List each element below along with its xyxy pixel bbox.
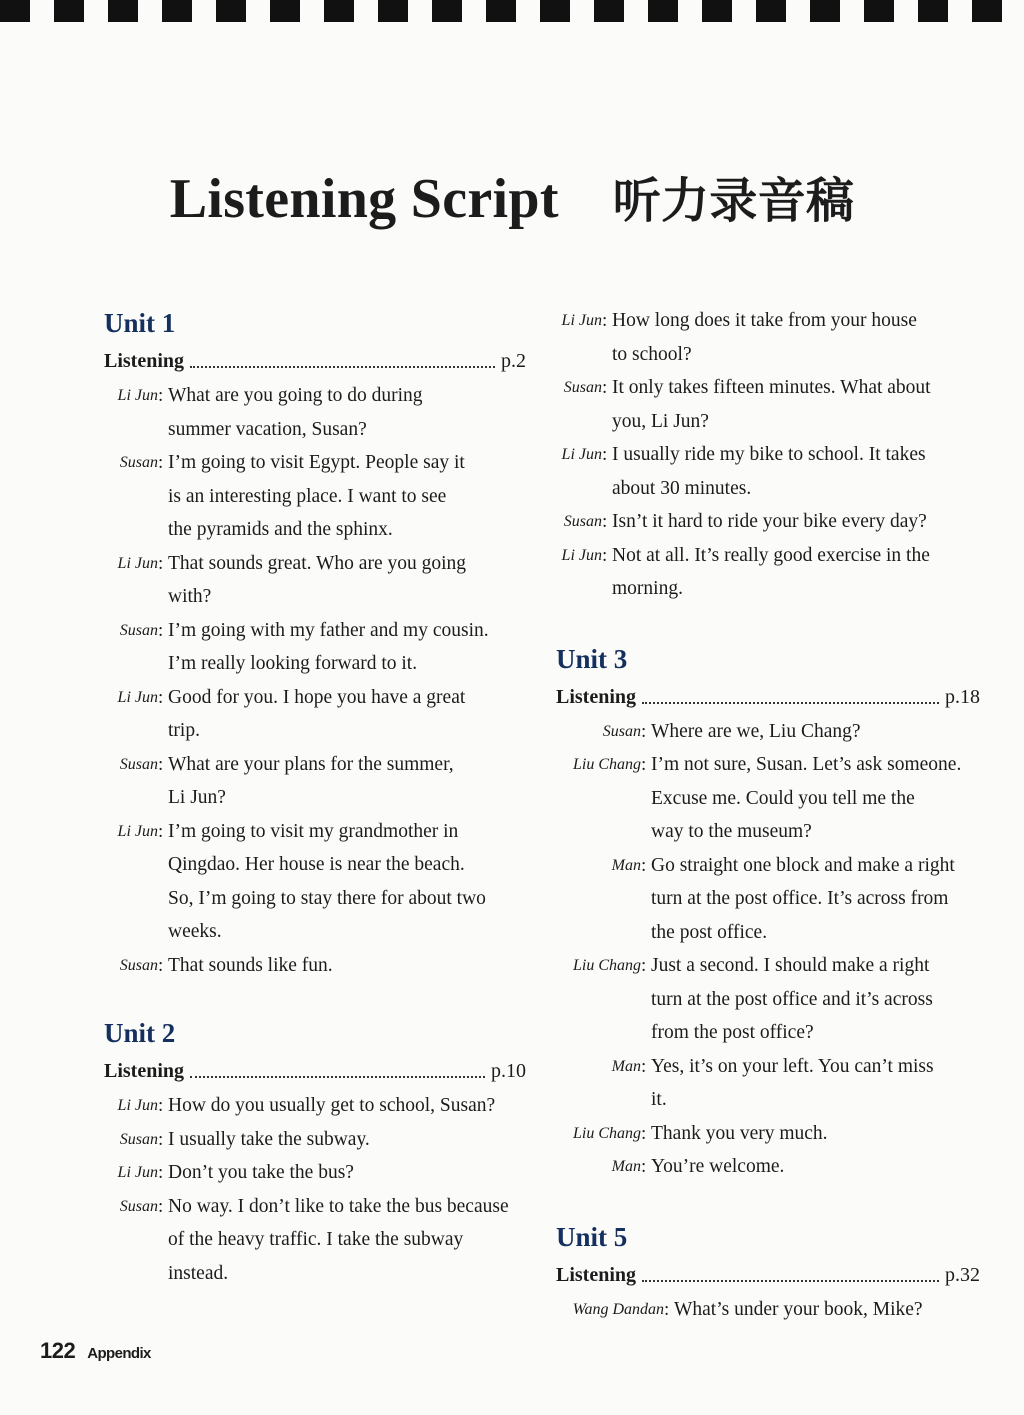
dialogue-line <box>556 1117 980 1151</box>
border-segment <box>54 0 84 22</box>
speaker-colon: : <box>641 1055 647 1077</box>
border-segment <box>162 0 192 22</box>
dialogue-line <box>104 647 526 681</box>
speaker-colon <box>602 405 612 439</box>
dialogue-text: Qingdao. Her house is near the beach. <box>168 854 465 875</box>
speaker-name <box>104 513 158 547</box>
dialogue-line <box>556 1083 980 1117</box>
dialogue-text: So, I’m going to stay there for about two <box>168 887 486 909</box>
speaker-colon: : <box>158 753 164 775</box>
border-segment <box>486 0 516 22</box>
dialogue-text: I’m really looking forward to it. <box>168 653 418 674</box>
listening-line <box>104 347 526 375</box>
listening-label: Listening <box>104 350 185 372</box>
dialogue-line <box>104 513 526 547</box>
dialogue-text: instead. <box>168 1262 229 1284</box>
title-chinese: 听力录音稿 <box>612 173 855 229</box>
speaker-colon <box>158 915 168 949</box>
dialogue-text: Good for you. I hope you have a great <box>168 686 466 708</box>
speaker-name: Man <box>611 1057 641 1075</box>
dot-leader <box>190 366 495 368</box>
dialogue-text: Li Jun? <box>168 787 226 808</box>
speaker-name: Susan <box>563 379 602 396</box>
dialogue-line <box>556 748 980 782</box>
dialogue-line <box>556 882 980 916</box>
dialogue-line <box>556 1293 980 1327</box>
speaker-name <box>556 1083 641 1117</box>
speaker-name: Susan <box>602 722 641 740</box>
speaker-colon: : <box>641 955 647 976</box>
border-segment <box>378 0 408 22</box>
dialogue-text: to school? <box>612 343 692 365</box>
speaker-name <box>556 916 641 950</box>
speaker-name <box>556 405 602 439</box>
page-reference: p.32 <box>945 1263 980 1286</box>
dialogue-line <box>556 572 980 606</box>
unit-heading: Unit 3 <box>556 643 628 674</box>
dialogue-text: What are you going to do during <box>168 385 423 406</box>
dialogue-line <box>104 580 526 614</box>
speaker-name <box>104 882 158 916</box>
speaker-colon: : <box>602 444 608 465</box>
speaker-name: Susan <box>119 1197 158 1215</box>
unit-continued <box>556 304 980 606</box>
dialogue-line <box>104 446 526 480</box>
dialogue-text: I’m going to visit Egypt. People say it <box>168 452 465 473</box>
dialogue-line <box>104 815 526 849</box>
speaker-name <box>556 815 641 849</box>
page-footer <box>40 1338 151 1364</box>
dialogue-text: weeks. <box>168 921 222 942</box>
unit-block <box>104 1020 526 1290</box>
dialogue-text: Just a second. I should make a right <box>651 955 930 976</box>
dialogue-line <box>556 371 980 405</box>
speaker-name: Li Jun <box>117 1097 158 1114</box>
speaker-colon: : <box>158 820 164 842</box>
speaker-colon <box>602 338 612 372</box>
speaker-colon: : <box>641 1156 647 1177</box>
speaker-name: Man <box>611 1158 641 1175</box>
speaker-colon: : <box>602 377 608 398</box>
speaker-colon: : <box>158 619 164 641</box>
dialogue-text: Isn’t it hard to ride your bike every day? <box>612 511 927 532</box>
listening-line <box>104 1057 526 1085</box>
dialogue-text: Thank you very much. <box>651 1122 828 1144</box>
speaker-name: Susan <box>119 1130 158 1148</box>
unit-heading: Unit 5 <box>556 1221 628 1252</box>
page-reference: p.18 <box>945 685 980 708</box>
dialogue-line <box>104 915 526 949</box>
dialogue-line <box>556 1016 980 1050</box>
speaker-name: Susan <box>119 755 158 773</box>
footer-section-label: Appendix <box>87 1345 151 1362</box>
dialogue-line <box>556 849 980 883</box>
border-segment <box>702 0 732 22</box>
page-number: 122 <box>40 1338 76 1363</box>
unit-block <box>104 310 526 982</box>
dialogue-text: trip. <box>168 720 200 741</box>
dialogue-text: it. <box>651 1089 667 1110</box>
speaker-name: Li Jun <box>561 546 602 564</box>
border-segment <box>648 0 678 22</box>
speaker-name <box>104 781 158 815</box>
dialogue-text: I usually ride my bike to school. It takes <box>612 444 926 465</box>
speaker-colon: : <box>158 1128 164 1150</box>
speaker-colon <box>158 647 168 681</box>
dialogue-line <box>104 1089 526 1123</box>
dialogue-line <box>104 1190 526 1224</box>
unit-heading: Unit 1 <box>104 308 176 338</box>
speaker-name <box>104 1257 158 1291</box>
border-segment <box>594 0 624 22</box>
dialogue-text: What are your plans for the summer, <box>168 753 454 775</box>
border-segment <box>324 0 354 22</box>
speaker-name: Liu Chang <box>572 957 641 974</box>
dialogue-line <box>104 714 526 748</box>
dialogue-text: the pyramids and the sphinx. <box>168 519 393 540</box>
speaker-colon <box>158 513 168 547</box>
speaker-name: Li Jun <box>117 387 158 404</box>
listening-line <box>556 1261 980 1289</box>
title-english: Listening Script <box>169 168 559 230</box>
dialogue-line <box>556 338 980 372</box>
speaker-name: Susan <box>119 956 158 974</box>
speaker-name: Wang Dandan <box>572 1300 664 1318</box>
dialogue-line <box>104 882 526 916</box>
speaker-colon <box>158 714 168 748</box>
dialogue-line <box>104 949 526 983</box>
dialogue-line <box>556 815 980 849</box>
dialogue-line <box>104 379 526 413</box>
speaker-name: Li Jun <box>117 1164 158 1181</box>
speaker-colon: : <box>641 854 647 876</box>
dialogue-text: is an interesting place. I want to see <box>168 485 447 507</box>
dialogue-text: I usually take the subway. <box>168 1128 370 1150</box>
listening-line <box>556 683 980 711</box>
speaker-colon: : <box>602 511 608 532</box>
border-segment <box>864 0 894 22</box>
speaker-colon: : <box>158 452 164 473</box>
border-segment <box>972 0 1002 22</box>
listening-label: Listening <box>556 1263 637 1286</box>
speaker-colon <box>641 815 651 849</box>
speaker-name <box>104 915 158 949</box>
speaker-name <box>556 782 641 816</box>
dialogue-line <box>556 916 980 950</box>
speaker-name <box>104 580 158 614</box>
speaker-colon: : <box>158 954 164 976</box>
speaker-colon: : <box>158 385 164 406</box>
dot-leader <box>642 702 939 704</box>
dialogue-line <box>104 480 526 514</box>
dialogue-text: How do you usually get to school, Susan? <box>168 1095 496 1116</box>
border-segment <box>918 0 948 22</box>
speaker-colon <box>602 572 612 606</box>
speaker-colon: : <box>641 1122 647 1144</box>
dialogue-text: That sounds great. Who are you going <box>168 552 467 574</box>
speaker-name <box>556 983 641 1017</box>
speaker-colon <box>158 480 168 514</box>
dialogue-line <box>556 782 980 816</box>
speaker-name: Susan <box>563 513 602 530</box>
speaker-colon: : <box>602 310 608 331</box>
speaker-colon <box>158 882 168 916</box>
speaker-colon: : <box>641 754 647 775</box>
speaker-colon: : <box>158 686 164 708</box>
speaker-colon: : <box>158 1095 164 1116</box>
dialogue-text: You’re welcome. <box>651 1156 785 1177</box>
dialogue-text: Where are we, Liu Chang? <box>651 720 861 742</box>
dialogue-line <box>104 614 526 648</box>
dialogue-text: way to the museum? <box>651 821 812 842</box>
dialogue-text: turn at the post office. It’s across from <box>651 888 949 909</box>
speaker-name <box>104 1223 158 1257</box>
dialogue-text: I’m not sure, Susan. Let’s ask someone. <box>651 754 962 775</box>
dialogue-text: That sounds like fun. <box>168 954 333 976</box>
speaker-name: Li Jun <box>117 822 158 840</box>
speaker-colon <box>641 882 651 916</box>
dialogue-text: you, Li Jun? <box>612 410 709 432</box>
speaker-colon <box>158 413 168 447</box>
dialogue-line <box>556 505 980 539</box>
speaker-colon <box>158 1223 168 1257</box>
dialogue-line <box>556 1150 980 1184</box>
speaker-colon: : <box>602 544 608 566</box>
page-title <box>0 162 1024 231</box>
dialogue-text: summer vacation, Susan? <box>168 418 367 440</box>
speaker-name: Li Jun <box>561 312 602 329</box>
dialogue-text: Excuse me. Could you tell me the <box>651 787 915 809</box>
speaker-name <box>104 480 158 514</box>
dot-leader <box>642 1280 939 1282</box>
dialogue-line <box>556 715 980 749</box>
speaker-colon: : <box>158 1195 164 1217</box>
listening-label: Listening <box>104 1060 185 1082</box>
dialogue-text: Yes, it’s on your left. You can’t miss <box>651 1055 934 1077</box>
dialogue-line <box>104 681 526 715</box>
speaker-colon <box>641 983 651 1017</box>
speaker-name: Li Jun <box>561 446 602 463</box>
dialogue-line <box>104 1123 526 1157</box>
speaker-name <box>104 413 158 447</box>
unit-heading: Unit 2 <box>104 1018 176 1048</box>
dialogue-text: What’s under your book, Mike? <box>674 1298 923 1320</box>
speaker-colon: : <box>641 720 647 742</box>
dialogue-text: with? <box>168 586 212 607</box>
speaker-colon <box>641 916 651 950</box>
dialogue-line <box>556 949 980 983</box>
speaker-colon: : <box>158 552 164 574</box>
page-reference: p.2 <box>501 350 526 372</box>
border-segment <box>540 0 570 22</box>
border-segment <box>0 0 30 22</box>
listening-label: Listening <box>556 685 637 708</box>
dialogue-line <box>556 983 980 1017</box>
dialogue-line <box>104 748 526 782</box>
border-segment <box>810 0 840 22</box>
dialogue-text: morning. <box>612 578 683 599</box>
border-segment <box>432 0 462 22</box>
dialogue-line <box>556 405 980 439</box>
left-column <box>104 300 526 1290</box>
speaker-colon <box>641 1016 651 1050</box>
unit-block <box>556 1221 980 1327</box>
dialogue-text: from the post office? <box>651 1022 814 1043</box>
page-reference: p.10 <box>491 1060 526 1082</box>
speaker-name <box>104 848 158 882</box>
speaker-name: Li Jun <box>117 688 158 706</box>
top-border-pattern <box>0 0 1024 22</box>
dialogue-text: How long does it take from your house <box>612 310 917 331</box>
dialogue-text: Not at all. It’s really good exercise in the <box>612 544 930 566</box>
border-segment <box>270 0 300 22</box>
speaker-colon <box>641 1083 651 1117</box>
dialogue-line <box>104 413 526 447</box>
speaker-name <box>556 338 602 372</box>
speaker-name: Man <box>611 856 641 874</box>
border-segment <box>216 0 246 22</box>
speaker-colon <box>158 848 168 882</box>
border-segment <box>108 0 138 22</box>
dot-leader <box>190 1076 485 1078</box>
dialogue-line <box>556 472 980 506</box>
dialogue-text: It only takes fifteen minutes. What about <box>612 377 931 398</box>
unit-block <box>556 643 980 1184</box>
dialogue-line <box>556 438 980 472</box>
dialogue-line <box>104 547 526 581</box>
speaker-name <box>556 472 602 506</box>
speaker-colon: : <box>664 1298 670 1320</box>
speaker-name: Liu Chang <box>572 756 641 773</box>
speaker-colon <box>158 580 168 614</box>
speaker-name <box>104 714 158 748</box>
speaker-name <box>104 647 158 681</box>
speaker-name <box>556 882 641 916</box>
speaker-colon <box>641 782 651 816</box>
dialogue-text: of the heavy traffic. I take the subway <box>168 1229 464 1250</box>
speaker-colon <box>158 781 168 815</box>
dialogue-line <box>104 781 526 815</box>
dialogue-text: I’m going with my father and my cousin. <box>168 619 489 641</box>
speaker-colon <box>158 1257 168 1291</box>
dialogue-line <box>104 1156 526 1190</box>
speaker-name <box>556 1016 641 1050</box>
dialogue-text: I’m going to visit my grandmother in <box>168 820 459 842</box>
speaker-name: Susan <box>119 621 158 639</box>
speaker-name <box>556 572 602 606</box>
dialogue-text: the post office. <box>651 921 768 943</box>
dialogue-line <box>556 1050 980 1084</box>
dialogue-line <box>556 304 980 338</box>
dialogue-text: No way. I don’t like to take the bus because <box>168 1195 509 1217</box>
right-column <box>556 300 980 1326</box>
speaker-colon <box>602 472 612 506</box>
dialogue-line <box>104 1257 526 1291</box>
speaker-name: Li Jun <box>117 554 158 572</box>
speaker-colon: : <box>158 1162 164 1183</box>
dialogue-line <box>556 539 980 573</box>
dialogue-text: Go straight one block and make a right <box>651 854 955 876</box>
dialogue-line <box>104 1223 526 1257</box>
border-segment <box>756 0 786 22</box>
dialogue-text: Don’t you take the bus? <box>168 1162 354 1183</box>
dialogue-text: about 30 minutes. <box>612 477 752 499</box>
speaker-name: Liu Chang <box>572 1124 641 1142</box>
speaker-name: Susan <box>119 454 158 471</box>
dialogue-line <box>104 848 526 882</box>
dialogue-text: turn at the post office and it’s across <box>651 988 933 1010</box>
